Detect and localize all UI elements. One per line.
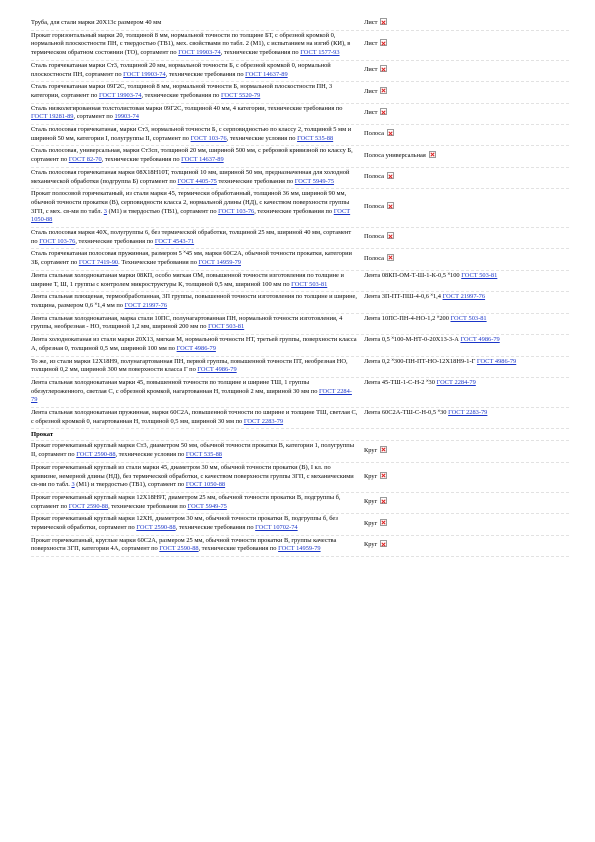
broken-image-icon: [380, 87, 387, 94]
description-text: . Технические требования по: [118, 259, 199, 267]
gost-link[interactable]: ГОСТ 14637-89: [181, 156, 224, 164]
gost-link[interactable]: ГОСТ 2590-88: [136, 524, 176, 532]
description-text: Сталь полосовая, универсальная, марки Ст3сп, толщиной 20 мм, шириной 500 мм, с ребровой кривизной по классу Б, сортамент по: [31, 147, 353, 164]
table-row: [31, 18, 569, 31]
section-heading-prokat: Прокат: [31, 429, 569, 441]
row-description: [31, 464, 360, 490]
broken-image-icon: [380, 108, 387, 115]
gost-link[interactable]: ГОСТ 2590-88: [68, 502, 109, 510]
result-line: [364, 19, 387, 28]
result-line: [364, 203, 394, 212]
result-line: [364, 233, 394, 242]
row-result: [360, 19, 569, 28]
table-row: [31, 463, 569, 493]
result-label: Лист: [364, 40, 378, 48]
result-label: Круг: [364, 519, 378, 527]
row-result: [360, 498, 569, 507]
result-label: Лист: [364, 66, 378, 74]
gost-link[interactable]: ГОСТ 5949-75: [294, 177, 335, 185]
row-result: [360, 541, 569, 550]
description-text: Прокат горячекатаный круглый марки 12Х18Н9Т, диаметром 25 мм, обычной точности прокатки В, подгруппы б, сортамент по: [31, 493, 341, 510]
broken-image-icon: [429, 151, 436, 158]
table-row: [31, 408, 569, 429]
gost-link[interactable]: ГОСТ 1050-88: [185, 481, 226, 489]
table-row: [31, 314, 569, 335]
row-description: [31, 336, 360, 353]
document-body: [31, 18, 569, 557]
row-result: [360, 88, 569, 97]
table-row: [31, 536, 569, 557]
row-description: [31, 229, 360, 246]
gost-link[interactable]: ГОСТ 503-81: [291, 280, 328, 288]
row-description: [31, 379, 360, 405]
gost-link[interactable]: ГОСТ 2283-79: [448, 409, 488, 417]
gost-link[interactable]: 19903-74: [114, 113, 139, 121]
gost-link[interactable]: ГОСТ 103-76: [39, 237, 76, 245]
description-text: Труба, для стали марки 20Х13с размером 40 мм: [31, 19, 162, 26]
gost-link[interactable]: ГОСТ 103-76: [218, 207, 255, 215]
table-row: [31, 125, 569, 146]
gost-link[interactable]: ГОСТ 2284-79: [31, 387, 352, 404]
description-text: технические требования по: [216, 177, 295, 185]
result-line: [364, 152, 436, 161]
description-text: Прокат горячекатаный круглый марки Ст3, диаметром 50 мм, обычной точности прокатки В, категории 1, полугруппы II, сортамент по: [31, 442, 354, 459]
broken-image-icon: [387, 202, 394, 209]
result-label: Полоса: [364, 203, 385, 211]
description-text: Лента стальная плющеная, термообработанная, 3П группы, повышенной точности изготовления по толщине и ширине, толщина, размером 0,6 ˟1,4 мм по: [31, 293, 357, 309]
table-row: [31, 61, 569, 82]
row-description: [31, 315, 360, 332]
row-result: [360, 336, 569, 345]
gost-link[interactable]: ГОСТ 14959-79: [278, 545, 321, 553]
result-line: [364, 173, 394, 182]
result-label: Полоса: [364, 233, 385, 241]
result-label: Лист: [364, 87, 378, 95]
table-row: [31, 31, 569, 61]
gost-link[interactable]: ГОСТ 503-81: [450, 314, 487, 322]
description-text: Лента стальная холоднокатаная марки 45, повышенной точности по толщине и ширине ТШ, 1 группы обезуглероженного, светлая С, с обрезной кромкой, нагартованная Н, толщиной 2 мм, шириной 30 мм по: [31, 378, 319, 395]
gost-link[interactable]: ГОСТ 21997-76: [124, 301, 168, 309]
row-result: [360, 293, 569, 302]
row-description: [31, 272, 360, 289]
broken-image-icon: [387, 172, 394, 179]
broken-image-icon: [380, 472, 387, 479]
gost-link[interactable]: ГОСТ 1577-93: [300, 49, 340, 57]
gost-link[interactable]: ГОСТ 503-81: [461, 271, 498, 279]
row-description: [31, 442, 360, 459]
broken-image-icon: [387, 129, 394, 136]
result-label: Лента 60С2А-ТШ-С-Н-0,5 ˟30: [364, 409, 449, 417]
result-line: [364, 315, 487, 324]
row-description: [31, 409, 360, 426]
description-text: , технические требования по: [198, 545, 279, 553]
gost-link[interactable]: ГОСТ 103-76: [190, 134, 227, 142]
result-label: Круг: [364, 541, 378, 549]
description-text: , технические требования по: [108, 502, 188, 510]
gost-link[interactable]: ГОСТ 5520-79: [220, 91, 261, 99]
description-text: Лента холоднокатаная из стали марки 20Х13, мягкая М, нормальной точности НТ, третьей группы, поверхности класса А, обрезная 0, толщиной 0,5 мм, шириной 100 мм по: [31, 336, 357, 352]
row-result: [360, 66, 569, 75]
gost-link[interactable]: ГОСТ 19903-74: [98, 91, 142, 99]
description-text: Сталь горячекатаная марки Ст3, толщиной 20 мм, нормальной точности Б, с обрезной кромкой 0, нормальной плоскостности ПН, сортамент по: [31, 61, 331, 78]
row-description: [31, 293, 360, 310]
row-result: [360, 315, 569, 324]
row-description: [31, 537, 360, 554]
table-row: [31, 493, 569, 514]
row-description: [31, 515, 360, 532]
row-description: [31, 169, 360, 186]
result-line: [364, 130, 394, 139]
result-label: Полоса: [364, 130, 385, 138]
broken-image-icon: [380, 18, 387, 25]
description-text: , технические требования по: [75, 237, 155, 245]
description-text: Прокат полосовой горячекатаный, из стали марки 45, термически обработанный, толщиной 36 мм, шириной 90 мм, обычной точности прокатки (В), серповидности класса 2, нормальной длины (НД), с качеством поверхности группы 3ГП, с мех. св-ми по табл.: [31, 190, 350, 215]
result-label: Лента 10ПС-ПН-4-НО-1,2 ˟200: [364, 314, 451, 322]
row-description: [31, 358, 360, 375]
description-text: , технические условия по: [115, 451, 186, 459]
result-line: [364, 272, 497, 281]
row-result: [360, 255, 569, 264]
result-label: Лента 3П-ПТ-ПШ-4-0,6 ˟1,4: [364, 293, 443, 301]
gost-link[interactable]: ГОСТ 4986-79: [476, 357, 517, 365]
result-label: Лента 08КП-ОМ-Т-Ш-1-К-0,5 ˟100: [364, 271, 462, 279]
result-line: [364, 498, 387, 507]
result-label: Полоса: [364, 254, 385, 262]
row-result: [360, 272, 569, 281]
row-description: [31, 147, 360, 164]
result-label: Лента 45-ТШ-1-С-Н-2 ˟30: [364, 378, 437, 386]
result-label: Круг: [364, 472, 378, 480]
table-row: [31, 82, 569, 103]
result-line: [364, 473, 387, 482]
table-row: [31, 292, 569, 313]
gost-link[interactable]: ГОСТ 10702-74: [255, 524, 298, 532]
result-line: [364, 358, 516, 367]
table-row: [31, 168, 569, 189]
gost-link[interactable]: ГОСТ 14637-89: [245, 70, 288, 78]
assortment-table: [31, 18, 569, 429]
row-description: [31, 190, 360, 225]
result-line: [364, 541, 387, 550]
description-text: (М1) и твердостью (ТВ1), сортамент по: [74, 481, 186, 489]
assortment-table-round: [31, 441, 569, 557]
table-row: [31, 249, 569, 270]
description-text: Лента стальная холоднокатаная, марка стали 10ПС, полунагартованная ПН, нормальной точности изготовления, 4 группы, необрезная - НО, толщиной 1,2 мм, шириной 200 мм по: [31, 314, 343, 331]
description-text: , технические требования по: [141, 91, 221, 99]
row-result: [360, 40, 569, 49]
table-row: [31, 441, 569, 462]
description-text: Прокат горизонтальный марки 20, толщиной 8 мм, нормальной точности по толщине БТ, с обрезной кромкой 0, нормальной плоскостности ПН, с твердостью (ТВ1), мех. свойствами по табл. 2 (М1), с испытанием на изгиб (КИ), в термическом обратном состоянии (ТО), сортамент по: [31, 31, 351, 57]
table-row: [31, 146, 569, 167]
gost-link[interactable]: 3: [71, 481, 75, 489]
description-text: Прокат горячекатаный, круглые марки 60С2А, размером 25 мм, обычной точности прокатки В, группы качества поверхности 3ГП, категории 4А, сортамент по: [31, 536, 337, 553]
result-label: Круг: [364, 446, 378, 454]
gost-link[interactable]: ГОСТ 4986-79: [460, 336, 500, 344]
broken-image-icon: [380, 497, 387, 504]
result-line: [364, 255, 394, 264]
table-row: [31, 228, 569, 249]
description-text: Прокат горячекатаный круглый марки 12ХН, диаметром 30 мм, обычной точности прокатки В, подгруппы б, без термической обработки, сортамент по: [31, 515, 338, 532]
result-line: [364, 520, 387, 529]
row-result: [360, 473, 569, 482]
table-row: [31, 189, 569, 228]
row-result: [360, 520, 569, 529]
table-row: [31, 335, 569, 356]
description-text: Сталь полосовая горячекатаная, марки Ст3, нормальной точности Б, с серповидностью по классу 2, толщиной 5 мм и шириной 50 мм, категории I, полугруппы II, сортамент по: [31, 126, 352, 142]
row-result: [360, 358, 569, 367]
result-line: [364, 109, 387, 118]
gost-link[interactable]: ГОСТ 21997-76: [442, 293, 486, 301]
gost-link[interactable]: 3: [103, 207, 107, 215]
result-label: Лента 0,5 ˟100-М-НТ-0-20Х13-3-А: [364, 336, 461, 344]
row-result: [360, 173, 569, 182]
row-description: [31, 62, 360, 79]
row-description: [31, 126, 360, 143]
description-text: , сортамент по: [73, 113, 115, 121]
broken-image-icon: [380, 540, 387, 547]
broken-image-icon: [387, 254, 394, 261]
description-text: , технические требования по: [101, 156, 182, 164]
broken-image-icon: [380, 519, 387, 526]
gost-link[interactable]: ГОСТ 19903-74: [178, 49, 221, 57]
broken-image-icon: [380, 446, 387, 453]
row-result: [360, 203, 569, 212]
row-result: [360, 447, 569, 456]
description-text: Сталь полосовая горячекатаная марки 08Х18Н10Т, толщиной 10 мм, шириной 50 мм, предназначенная для холодной механической обработки (подгруппа Б) сортамент по: [31, 168, 350, 185]
description-text: , технические требования по: [175, 524, 256, 532]
gost-link[interactable]: ГОСТ 2284-79: [436, 378, 476, 386]
description-text: , технические требования по: [220, 49, 301, 57]
description-text: Сталь полосовая марки 40Х, полугруппы 6, без термической обработки, толщиной 25 мм, шириной 40 мм, сортамент по: [31, 229, 352, 245]
gost-link[interactable]: ГОСТ 1050-88: [31, 207, 351, 224]
description-text: , технические требования по: [165, 70, 246, 78]
row-result: [360, 409, 569, 418]
description-text: Лента стальная холоднокатаная марки 08КП, особо мягкая ОМ, повышенной точности изготовления по толщине и ширине Т, Ш, 1 группы с контролем микроструктуры К, толщиной 0,5 мм, шириной 100 мм по: [31, 271, 344, 288]
broken-image-icon: [380, 39, 387, 46]
broken-image-icon: [387, 232, 394, 239]
row-description: [31, 105, 360, 122]
row-description: [31, 250, 360, 267]
description-text: (М1) и твердостью (ТВ1), сортамент по: [106, 207, 219, 215]
description-text: Сталь горячекатаная полосовая пружинная, размером 5 ˟45 мм, марки 60С2А, обычной точности прокатки, категории 3Б, сортамент по: [31, 250, 352, 267]
row-result: [360, 152, 569, 161]
table-row: [31, 357, 569, 378]
result-line: [364, 336, 500, 345]
gost-link[interactable]: ГОСТ 19903-74: [123, 70, 166, 78]
row-result: [360, 233, 569, 242]
description-text: То же, из стали марки 12Х18Н9, полунагартованная ПН, первой группы, повышенной точности ПТ, необрезная НО, толщиной 0,2 мм, шириной 300 мм поверхности класса Г по: [31, 357, 348, 374]
gost-link[interactable]: ГОСТ 535-88: [185, 451, 223, 459]
gost-link[interactable]: ГОСТ 5949-75: [187, 502, 227, 510]
table-row: [31, 378, 569, 408]
broken-image-icon: [380, 65, 387, 72]
result-label: Лист: [364, 108, 378, 116]
description-text: , технические требования по: [254, 207, 334, 215]
result-line: [364, 88, 387, 97]
row-result: [360, 130, 569, 139]
result-line: [364, 409, 487, 418]
row-result: [360, 109, 569, 118]
result-label: Полоса универсальная: [364, 151, 426, 159]
result-line: [364, 447, 387, 456]
gost-link[interactable]: ГОСТ 535-88: [297, 134, 334, 142]
description-text: Сталь горячекатаная марки 09Г2С, толщиной 8 мм, нормальной точности Б, нормальной плоскостности ПН, 3 категории, сортамент по: [31, 83, 333, 99]
result-label: Полоса: [364, 173, 385, 181]
result-line: [364, 293, 485, 302]
result-label: Круг: [364, 498, 378, 506]
table-row: [31, 514, 569, 535]
description-text: , технические условия по: [226, 134, 298, 142]
result-line: [364, 40, 387, 49]
row-description: [31, 494, 360, 511]
table-row: [31, 271, 569, 292]
table-row: [31, 104, 569, 125]
result-line: [364, 379, 476, 388]
description-text: Прокат горячекатаный круглый из стали марки 45, диаметром 30 мм, обычной точности прокатки (В), I кл. по кривизне, немерной длины (НД), без термической обработки, с качеством поверхности группы 3ГП, с механическими св-ми по табл.: [31, 463, 354, 489]
gost-link[interactable]: ГОСТ 2590-88: [159, 545, 199, 553]
row-description: [31, 32, 360, 58]
result-label: Лист: [364, 19, 378, 26]
gost-link[interactable]: ГОСТ 19281-89: [31, 113, 74, 121]
gost-link[interactable]: ГОСТ 4543-71: [154, 237, 195, 245]
gost-link[interactable]: ГОСТ 7419-90: [78, 259, 119, 267]
result-line: [364, 66, 387, 75]
description-text: Лента стальная холоднокатаная пружинная, марки 60С2А, повышенной точности по ширине и толщине ТШ, светлая С, с обрезной кромкой 0, нагартованная Н, толщиной 0,5 мм, шириной 30 мм по: [31, 409, 358, 425]
row-description: [31, 19, 360, 28]
row-result: [360, 379, 569, 388]
gost-link[interactable]: ГОСТ 2590-88: [76, 451, 116, 459]
gost-link[interactable]: ГОСТ 503-81: [208, 323, 245, 331]
gost-link[interactable]: ГОСТ 2283-79: [243, 417, 284, 425]
gost-link[interactable]: ГОСТ 4986-79: [197, 366, 237, 374]
gost-link[interactable]: ГОСТ 4405-75: [177, 177, 217, 185]
result-label: Лента 0,2 ˟300-ПН-ПТ-НО-12Х18Н9-1-Г: [364, 357, 477, 365]
description-text: Сталь низколегированная толстолистовая марки 09Г2С, толщиной 40 мм, 4 категории, технические требования по: [31, 104, 343, 112]
gost-link[interactable]: ГОСТ 82-70: [68, 156, 102, 164]
gost-link[interactable]: ГОСТ 4986-79: [176, 344, 216, 352]
row-description: [31, 83, 360, 100]
gost-link[interactable]: ГОСТ 14959-79: [198, 259, 241, 267]
